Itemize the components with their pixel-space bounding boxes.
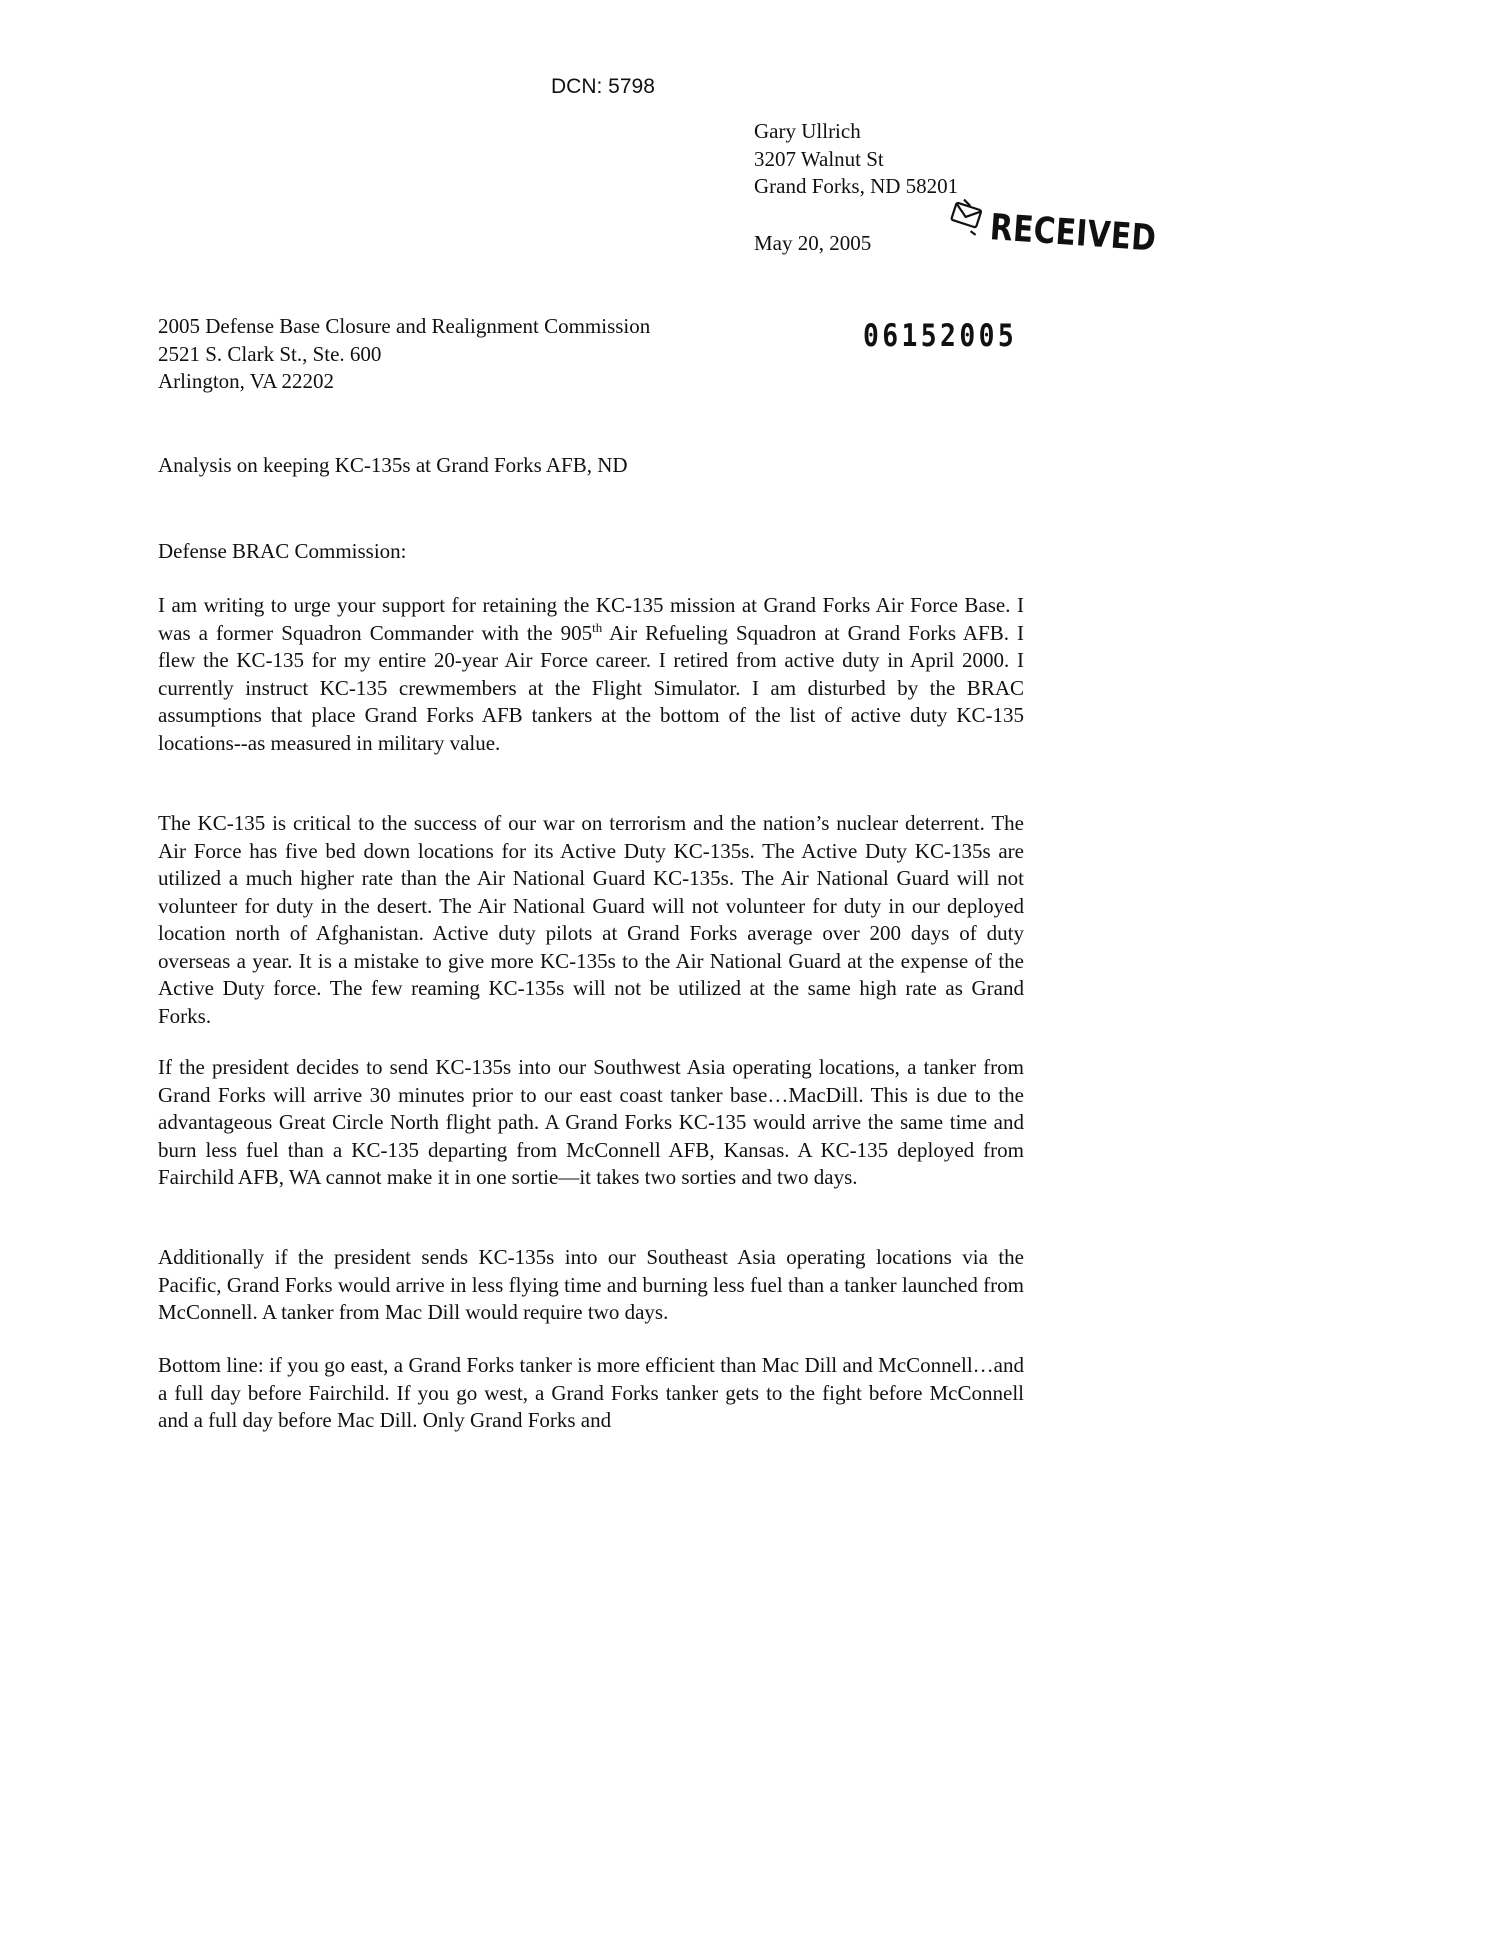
dcn-header: DCN: 5798 [551,75,655,98]
received-stamp: RECEIVED [988,207,1158,260]
sender-city: Grand Forks, ND 58201 [754,174,959,198]
sender-street: 3207 Walnut St [754,146,884,171]
paragraph-1-text-b: Air Refueling Squadron at Grand Forks AFB. I flew the KC-135 for my entire 20-year Air Force career. I retired from active duty in April 2000. I currently instruct KC-135 crewmembers at the Flight Simulator. I am disturbed by the BRAC assumptions that place Grand Forks AFB tankers at the bottom of the list of active duty KC-135 locations--as measured in military value. [158,620,1024,755]
salutation: Defense BRAC Commission: [158,539,407,563]
body-paragraph-2: The KC-135 is critical to the success of our war on terrorism and the nation’s nuclear deterrent. The Air Force has five bed down locations for its Active Duty KC-135s. The Active Duty KC-135s are utilized a much higher rate than the Air National Guard KC-135s. The Air National Guard will not volunteer for duty in the desert. The Air National Guard will not volunteer for duty in our deployed location north of Afghanistan. Active duty pilots at Grand Forks average over 200 days of duty overseas a year. It is a mistake to give more KC-135s to the Air National Guard at the expense of the Active Duty force. The few reaming KC-135s will not be utilized at the same high rate as Grand Forks. [158,811,1024,1028]
sender-address [754,118,958,201]
recipient-address [158,313,650,396]
body-paragraph-3: If the president decides to send KC-135s into our Southwest Asia operating locations, a tanker from Grand Forks will arrive 30 minutes prior to our east coast tanker base…MacDill. This is due to the advantageous Great Circle North flight path. A Grand Forks KC-135 would arrive the same time and burn less fuel than a KC-135 departing from McConnell AFB, Kansas. A KC-135 deployed from Fairchild AFB, WA cannot make it in one sortie—it takes two sorties and two days. [158,1055,1024,1189]
letter-date: May 20, 2005 [754,231,872,255]
body-paragraph-1 [158,592,1024,757]
sender-name: Gary Ullrich [754,119,861,143]
recipient-line-1: 2005 Defense Base Closure and Realignment Commission [158,314,651,338]
paragraph-1-text-a: I am writing to urge your support for retaining the KC-135 mission at Grand Forks Air Force Base. I was a former Squadron Commander with the 905 [158,593,1024,645]
recipient-line-2: 2521 S. Clark St., Ste. 600 [158,341,382,366]
recipient-line-3: Arlington, VA 22202 [158,369,334,393]
body-paragraph-4: Additionally if the president sends KC-135s into our Southeast Asia operating locations via the Pacific, Grand Forks would arrive in less flying time and burning less fuel than a tanker launched from McConnell. A tanker from Mac Dill would require two days. [158,1245,1024,1324]
ordinal-suffix: th [592,619,603,635]
received-date-stamp: 06152005 [863,318,1018,354]
envelope-stamp-icon [945,196,987,236]
body-paragraph-5: Bottom line: if you go east, a Grand Forks tanker is more efficient than Mac Dill and McConnell…and a full day before Fairchild. If you go west, a Grand Forks tanker gets to the fight before McConnell and a full day before Mac Dill. Only Grand Forks and [158,1353,1024,1432]
subject-line: Analysis on keeping KC-135s at Grand Forks AFB, ND [158,453,628,477]
